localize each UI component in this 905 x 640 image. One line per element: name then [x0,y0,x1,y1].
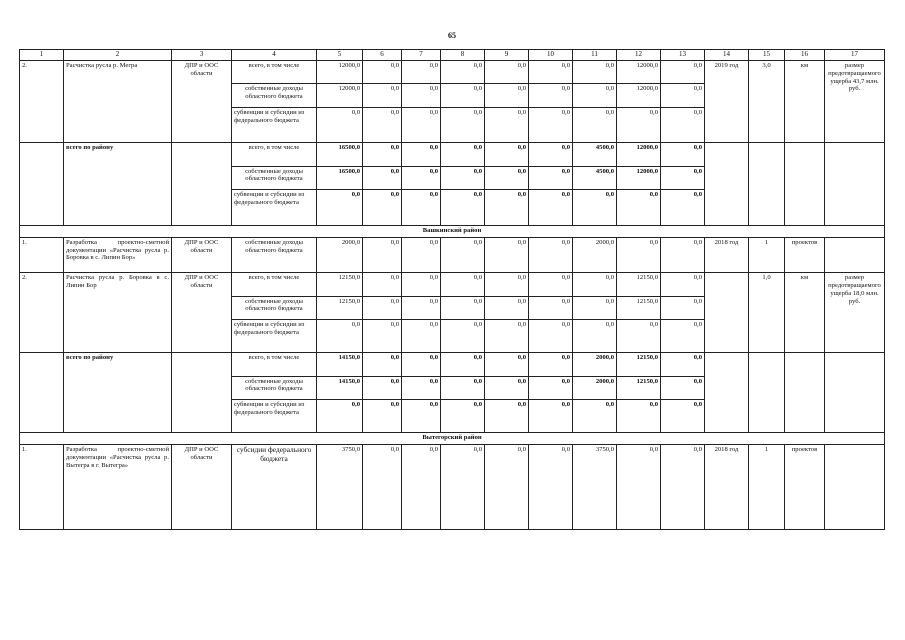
year-cell [705,273,749,353]
value-cell: 0,0 [441,166,485,189]
funding-type: субвенции и субсидии из федерального бюджета [232,189,317,225]
quantity-cell: 1 [749,445,785,530]
value-cell: 0,0 [661,143,705,166]
header-row [20,50,885,61]
value-cell: 12150,0 [617,296,661,319]
unit-cell [785,143,825,225]
value-cell: 14150,0 [317,376,363,399]
value-cell: 14150,0 [317,353,363,376]
value-cell: 0,0 [661,166,705,189]
value-cell: 0,0 [529,376,573,399]
value-cell: 0,0 [661,107,705,143]
value-cell: 0,0 [402,319,441,352]
header-cell: 1 [20,50,64,61]
value-cell: 0,0 [485,296,529,319]
header-cell: 6 [363,50,402,61]
value-cell: 0,0 [529,61,573,84]
value-cell: 0,0 [529,189,573,225]
value-cell: 0,0 [402,445,441,530]
header-cell: 17 [825,50,885,61]
activity-name: Расчистка русла р. Боровка в с. Липин Бор [64,273,172,353]
year-cell [705,353,749,433]
value-cell: 12150,0 [317,296,363,319]
value-cell: 0,0 [661,445,705,530]
value-cell: 0,0 [402,296,441,319]
value-cell: 12150,0 [617,273,661,296]
value-cell: 0,0 [402,189,441,225]
value-cell: 0,0 [441,296,485,319]
header-cell: 11 [573,50,617,61]
value-cell: 0,0 [363,107,402,143]
header-cell: 7 [402,50,441,61]
page-number: 65 [448,31,456,40]
value-cell: 3750,0 [573,445,617,530]
row-number [20,353,64,433]
executor: ДПР и ООС области [172,61,232,143]
row-number: 1. [20,445,64,530]
value-cell: 0,0 [402,273,441,296]
value-cell: 0,0 [661,376,705,399]
value-cell: 0,0 [661,273,705,296]
value-cell: 0,0 [529,166,573,189]
value-cell: 12000,0 [617,166,661,189]
header-cell: 3 [172,50,232,61]
value-cell: 0,0 [441,84,485,107]
value-cell: 0,0 [441,445,485,530]
table-row [20,237,885,273]
value-cell: 0,0 [529,445,573,530]
value-cell: 0,0 [402,84,441,107]
value-cell: 0,0 [485,143,529,166]
quantity-cell: 3,0 [749,61,785,143]
budget-table [19,49,885,530]
funding-type: всего, в том числе [232,143,317,166]
executor [172,353,232,433]
value-cell: 0,0 [529,319,573,352]
value-cell: 0,0 [617,445,661,530]
value-cell: 12000,0 [317,61,363,84]
value-cell: 0,0 [317,189,363,225]
value-cell: 0,0 [573,399,617,432]
funding-type: собственные доходы областного бюджета [232,376,317,399]
value-cell: 0,0 [573,273,617,296]
value-cell: 0,0 [529,296,573,319]
value-cell: 0,0 [363,445,402,530]
unit-cell: км [785,61,825,143]
executor: ДПР и ООС области [172,273,232,353]
funding-type: субвенции и субсидии из федерального бюджета [232,319,317,352]
table-row [20,273,885,296]
value-cell: 0,0 [661,61,705,84]
value-cell: 0,0 [363,319,402,352]
funding-type: собственные доходы областного бюджета [232,166,317,189]
value-cell: 12150,0 [617,376,661,399]
value-cell: 0,0 [485,273,529,296]
executor: ДПР и ООС области [172,237,232,273]
funding-type: всего, в том числе [232,273,317,296]
value-cell: 0,0 [363,84,402,107]
section-title: Вытегорский район [20,433,885,445]
value-cell: 12000,0 [617,61,661,84]
value-cell: 0,0 [363,237,402,273]
activity-name: всего по району [64,353,172,433]
value-cell: 0,0 [402,143,441,166]
value-cell: 0,0 [617,189,661,225]
value-cell: 0,0 [573,296,617,319]
result-cell [825,143,885,225]
value-cell: 0,0 [402,399,441,432]
funding-type: собственные доходы областного бюджета [232,296,317,319]
value-cell: 0,0 [661,84,705,107]
value-cell: 0,0 [529,84,573,107]
funding-type: субсидии федерального бюджета [232,445,317,530]
value-cell: 0,0 [661,237,705,273]
value-cell: 0,0 [617,237,661,273]
unit-cell: км [785,273,825,353]
value-cell: 0,0 [661,399,705,432]
year-cell: 2019 год [705,61,749,143]
table-row [20,353,885,376]
value-cell: 0,0 [573,319,617,352]
value-cell: 0,0 [529,237,573,273]
header-cell: 4 [232,50,317,61]
section-row [20,225,885,237]
executor: ДПР и ООС области [172,445,232,530]
value-cell: 12000,0 [617,143,661,166]
value-cell: 0,0 [485,107,529,143]
activity-name: Разработка проектно-сметной документации «Расчистка русла р. Вытегра в г. Вытегра» [64,445,172,530]
value-cell: 0,0 [363,296,402,319]
value-cell: 0,0 [573,84,617,107]
value-cell: 0,0 [363,143,402,166]
table-row [20,61,885,84]
header-cell: 5 [317,50,363,61]
result-cell [825,353,885,433]
value-cell: 12000,0 [317,84,363,107]
value-cell: 0,0 [441,353,485,376]
value-cell: 4500,0 [573,143,617,166]
funding-type: всего, в том числе [232,353,317,376]
value-cell: 12000,0 [617,84,661,107]
value-cell: 0,0 [317,399,363,432]
value-cell: 0,0 [529,399,573,432]
value-cell: 0,0 [617,319,661,352]
row-number [20,143,64,225]
quantity-cell: 1,0 [749,273,785,353]
activity-name: всего по району [64,143,172,225]
funding-type: субвенции и субсидии из федерального бюджета [232,399,317,432]
value-cell: 0,0 [402,166,441,189]
row-number: 1. [20,237,64,273]
year-cell: 2018 год [705,445,749,530]
value-cell: 0,0 [573,189,617,225]
unit-cell: проектов [785,237,825,273]
funding-type: собственные доходы областного бюджета [232,237,317,273]
value-cell: 0,0 [661,296,705,319]
section-title: Вашкинский район [20,225,885,237]
value-cell: 0,0 [573,61,617,84]
value-cell: 0,0 [402,376,441,399]
header-cell: 9 [485,50,529,61]
value-cell: 16500,0 [317,143,363,166]
year-cell [705,143,749,225]
section-row [20,433,885,445]
value-cell: 0,0 [529,353,573,376]
value-cell: 0,0 [363,273,402,296]
result-cell [825,445,885,530]
value-cell: 0,0 [441,273,485,296]
value-cell: 0,0 [441,237,485,273]
value-cell: 0,0 [485,237,529,273]
unit-cell: проектов [785,445,825,530]
value-cell: 0,0 [363,399,402,432]
value-cell: 0,0 [485,353,529,376]
activity-name: Разработка проектно-сметной документации «Расчистка русла р. Боровка в с. Липин Бор» [64,237,172,273]
header-cell: 12 [617,50,661,61]
row-number: 2. [20,273,64,353]
value-cell: 0,0 [317,319,363,352]
value-cell: 0,0 [441,319,485,352]
table-row [20,445,885,530]
executor [172,143,232,225]
value-cell: 0,0 [402,353,441,376]
value-cell: 0,0 [441,189,485,225]
value-cell: 0,0 [441,376,485,399]
value-cell: 2000,0 [573,237,617,273]
value-cell: 0,0 [485,376,529,399]
result-cell [825,237,885,273]
value-cell: 0,0 [661,353,705,376]
value-cell: 0,0 [529,107,573,143]
funding-type: всего, в том числе [232,61,317,84]
value-cell: 0,0 [485,61,529,84]
value-cell: 0,0 [573,107,617,143]
value-cell: 0,0 [402,237,441,273]
activity-name: Расчистка русла р. Мегра [64,61,172,143]
value-cell: 0,0 [661,319,705,352]
quantity-cell [749,143,785,225]
value-cell: 0,0 [485,445,529,530]
value-cell: 0,0 [402,61,441,84]
row-number: 2. [20,61,64,143]
value-cell: 12150,0 [317,273,363,296]
value-cell: 2000,0 [573,353,617,376]
value-cell: 0,0 [441,107,485,143]
value-cell: 0,0 [441,143,485,166]
value-cell: 0,0 [529,143,573,166]
quantity-cell [749,353,785,433]
value-cell: 12150,0 [617,353,661,376]
funding-type: субвенции и субсидии из федерального бюджета [232,107,317,143]
value-cell: 0,0 [529,273,573,296]
value-cell: 0,0 [363,353,402,376]
value-cell: 0,0 [441,61,485,84]
unit-cell [785,353,825,433]
value-cell: 0,0 [317,107,363,143]
value-cell: 0,0 [363,376,402,399]
value-cell: 16500,0 [317,166,363,189]
value-cell: 0,0 [402,107,441,143]
value-cell: 4500,0 [573,166,617,189]
value-cell: 0,0 [363,61,402,84]
header-cell: 16 [785,50,825,61]
value-cell: 0,0 [485,84,529,107]
value-cell: 0,0 [485,189,529,225]
value-cell: 0,0 [661,189,705,225]
header-cell: 14 [705,50,749,61]
funding-type: собственные доходы областного бюджета [232,84,317,107]
value-cell: 0,0 [363,189,402,225]
value-cell: 3750,0 [317,445,363,530]
quantity-cell: 1 [749,237,785,273]
header-cell: 15 [749,50,785,61]
value-cell: 0,0 [363,166,402,189]
value-cell: 0,0 [617,107,661,143]
table-row [20,143,885,166]
value-cell: 0,0 [485,166,529,189]
header-cell: 8 [441,50,485,61]
value-cell: 0,0 [485,319,529,352]
value-cell: 2000,0 [573,376,617,399]
year-cell: 2018 год [705,237,749,273]
header-cell: 2 [64,50,172,61]
value-cell: 0,0 [441,399,485,432]
header-cell: 13 [661,50,705,61]
value-cell: 0,0 [617,399,661,432]
result-cell: размер предотвращаемого ущерба 43,7 млн. руб. [825,61,885,143]
result-cell: размер предотвращаемого ущерба 18,0 млн. руб. [825,273,885,353]
header-cell: 10 [529,50,573,61]
value-cell: 2000,0 [317,237,363,273]
value-cell: 0,0 [485,399,529,432]
